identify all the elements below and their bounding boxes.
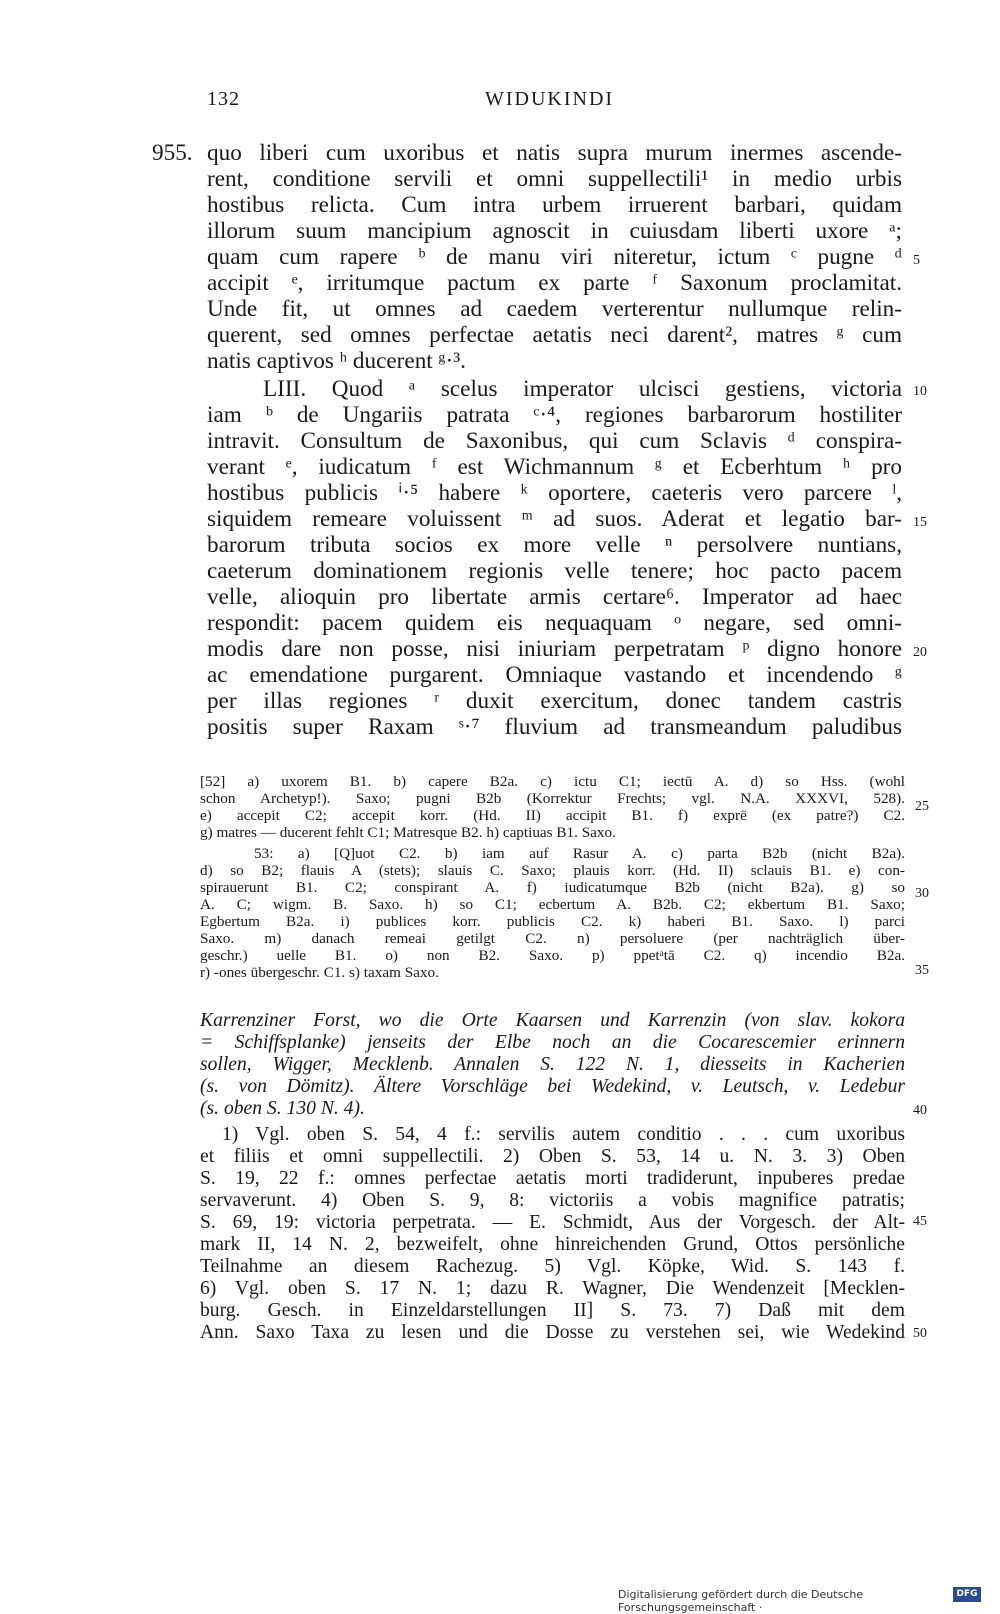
text-line: verant ᵉ, iudicatum ᶠ est Wichmannum ᵍ et Ecberhtum ʰ pro	[207, 454, 902, 480]
footnote-line: S. 69, 19: victoria perpetrata. — E. Schmidt, Aus der Vorgesch. der Alt-	[200, 1212, 905, 1233]
apparatus-line: Egbertum B2a. i) publices korr. publicis C2. k) haberi B1. Saxo. l) parci	[200, 913, 905, 930]
text-line: velle, alioquin pro libertate armis certare⁶. Imperator ad haec	[207, 584, 902, 610]
text-line: natis captivos ʰ ducerent ᵍ·³.	[207, 348, 466, 374]
apparatus-line: e) accepit C2; accepit korr. (Hd. II) accipit B1. f) exprē (ex patre?) C2.	[200, 807, 905, 824]
text-line: accipit ᵉ, irritumque pactum ex parte ᶠ Saxonum proclamitat.	[207, 270, 902, 296]
apparatus-line: [52] a) uxorem B1. b) capere B2a. c) ictu C1; iectū A. d) so Hss. (wohl	[200, 773, 905, 790]
line-number: 5	[913, 253, 920, 268]
text-line: querent, sed omnes perfectae aetatis neci darent², matres ᵍ cum	[207, 322, 902, 348]
text-line: iam ᵇ de Ungariis patrata ᶜ·⁴, regiones barbarorum hostiliter	[207, 402, 902, 428]
apparatus-line: A. C; wigm. B. Saxo. h) so C1; ecbertum A. B2b. C2; ekbertum B1. Saxo;	[200, 896, 905, 913]
line-number: 40	[913, 1103, 927, 1118]
text-line: caeterum dominationem regionis velle tenere; hoc pacto pacem	[207, 558, 902, 584]
footnote-line: sollen, Wigger, Mecklenb. Annalen S. 122 N. 1, diesseits in Kacherien	[200, 1054, 905, 1075]
text-line: Unde fit, ut omnes ad caedem verterentur nullumque relin-	[207, 296, 902, 322]
apparatus-line: r) -ones übergeschr. C1. s) taxam Saxo.	[200, 964, 439, 981]
apparatus-line: d) so B2; flauis A (stets); slauis C. Saxo; plauis korr. (Hd. II) sclauis B1. e) con-	[200, 862, 905, 879]
text-line: siquidem remeare voluissent ᵐ ad suos. Aderat et legatio bar-	[207, 506, 902, 532]
footnote-line: S. 19, 22 f.: omnes perfectae aetatis morti tradiderunt, inpuberes predae	[200, 1168, 905, 1189]
year-marker: 955.	[152, 140, 193, 166]
apparatus-line: Saxo. m) danach remeai getilgt C2. n) persoluere (per nachträglich über-	[200, 930, 905, 947]
chapter-start-line: LIII. Quod ᵃ scelus imperator ulcisci gestiens, victoria	[263, 376, 902, 402]
text-line: ac emendatione purgarent. Omniaque vastando et incendendo ᵍ	[207, 662, 902, 688]
footnote-line: Ann. Saxo Taxa zu lesen und die Dosse zu verstehen sei, wie Wedekind	[200, 1322, 905, 1343]
running-title: WIDUKINDI	[485, 88, 615, 110]
digitization-credit: Digitalisierung gefördert durch die Deutsche Forschungsgemeinschaft ·	[618, 1588, 864, 1614]
apparatus-line: spirauerunt B1. C2; conspirant A. f) iudicatumque B2b (nicht B2a). g) so	[200, 879, 905, 896]
text-line: quo liberi cum uxoribus et natis supra murum inermes ascende-	[207, 140, 902, 166]
text-line: positis super Raxam ˢ·⁷ fluvium ad transmeandum paludibus	[207, 714, 902, 740]
footnote-line: mark II, 14 N. 2, bezweifelt, ohne hinreichenden Grund, Ottos persönliche	[200, 1234, 905, 1255]
text-line: quam cum rapere ᵇ de manu viri niteretur, ictum ᶜ pugne ᵈ	[207, 244, 902, 270]
text-line: illorum suum mancipium agnoscit in cuiusdam liberti uxore ᵃ;	[207, 218, 902, 244]
page-number: 132	[207, 88, 240, 110]
page-header	[207, 88, 907, 118]
line-number: 30	[915, 886, 929, 901]
apparatus-line: schon Archetyp!). Saxo; pugni B2b (Korrektur Frechts; vgl. N.A. XXXVI, 528).	[200, 790, 905, 807]
line-number: 20	[913, 645, 927, 660]
footnote-line: 6) Vgl. oben S. 17 N. 1; dazu R. Wagner, Die Wendenzeit [Mecklen-	[200, 1278, 905, 1299]
text-line: barorum tributa socios ex more velle ⁿ persolvere nuntians,	[207, 532, 902, 558]
footnote-line: servaverunt. 4) Oben S. 9, 8: victoriis a vobis magnifice patratis;	[200, 1190, 905, 1211]
line-number: 45	[913, 1214, 927, 1229]
apparatus-line: g) matres — ducerent fehlt C1; Matresque B2. h) captiuas B1. Saxo.	[200, 824, 616, 841]
apparatus-line: 53: a) [Q]uot C2. b) iam auf Rasur A. c) parta B2b (nicht B2a).	[254, 845, 905, 862]
text-line: respondit: pacem quidem eis nequaquam ᵒ negare, sed omni-	[207, 610, 902, 636]
line-number: 50	[913, 1326, 927, 1341]
line-number: 15	[913, 515, 927, 530]
footnote-line: et filiis et omni suppellectili. 2) Oben S. 53, 14 u. N. 3. 3) Oben	[200, 1146, 905, 1167]
footnote-line: burg. Gesch. in Einzeldarstellungen II] S. 73. 7) Daß mit dem	[200, 1300, 905, 1321]
text-line: modis dare non posse, nisi iniuriam perpetratam ᵖ digno honore	[207, 636, 902, 662]
apparatus-line: geschr.) uelle B1. o) non B2. Saxo. p) ppetᵃtā C2. q) incendio B2a.	[200, 947, 905, 964]
line-number: 10	[913, 384, 927, 399]
footnote-line: = Schiffsplanke) jenseits der Elbe noch an die Cocarescemier erinnern	[200, 1032, 905, 1053]
text-line: hostibus publicis ⁱ·⁵ habere ᵏ oportere, caeteris vero parcere ˡ,	[207, 480, 902, 506]
footnote-line: (s. oben S. 130 N. 4).	[200, 1098, 365, 1119]
footnote-line: (s. von Dömitz). Ältere Vorschläge bei Wedekind, v. Leutsch, v. Ledebur	[200, 1076, 905, 1097]
text-line: intravit. Consultum de Saxonibus, qui cum Sclavis ᵈ conspira-	[207, 428, 902, 454]
footnote-line: 1) Vgl. oben S. 54, 4 f.: servilis autem conditio . . . cum uxoribus	[222, 1124, 905, 1145]
text-line: per illas regiones ʳ duxit exercitum, donec tandem castris	[207, 688, 902, 714]
line-number: 35	[915, 963, 929, 978]
text-line: rent, conditione servili et omni suppellectili¹ in medio urbis	[207, 166, 902, 192]
footnote-line: Teilnahme an diesem Rachezug. 5) Vgl. Köpke, Wid. S. 143 f.	[200, 1256, 905, 1277]
text-line: hostibus relicta. Cum intra urbem irruerent barbari, quidam	[207, 192, 902, 218]
line-number: 25	[915, 799, 929, 814]
footnote-line: Karrenziner Forst, wo die Orte Kaarsen und Karrenzin (von slav. kokora	[200, 1010, 905, 1031]
dfg-logo: DFG	[953, 1587, 981, 1602]
